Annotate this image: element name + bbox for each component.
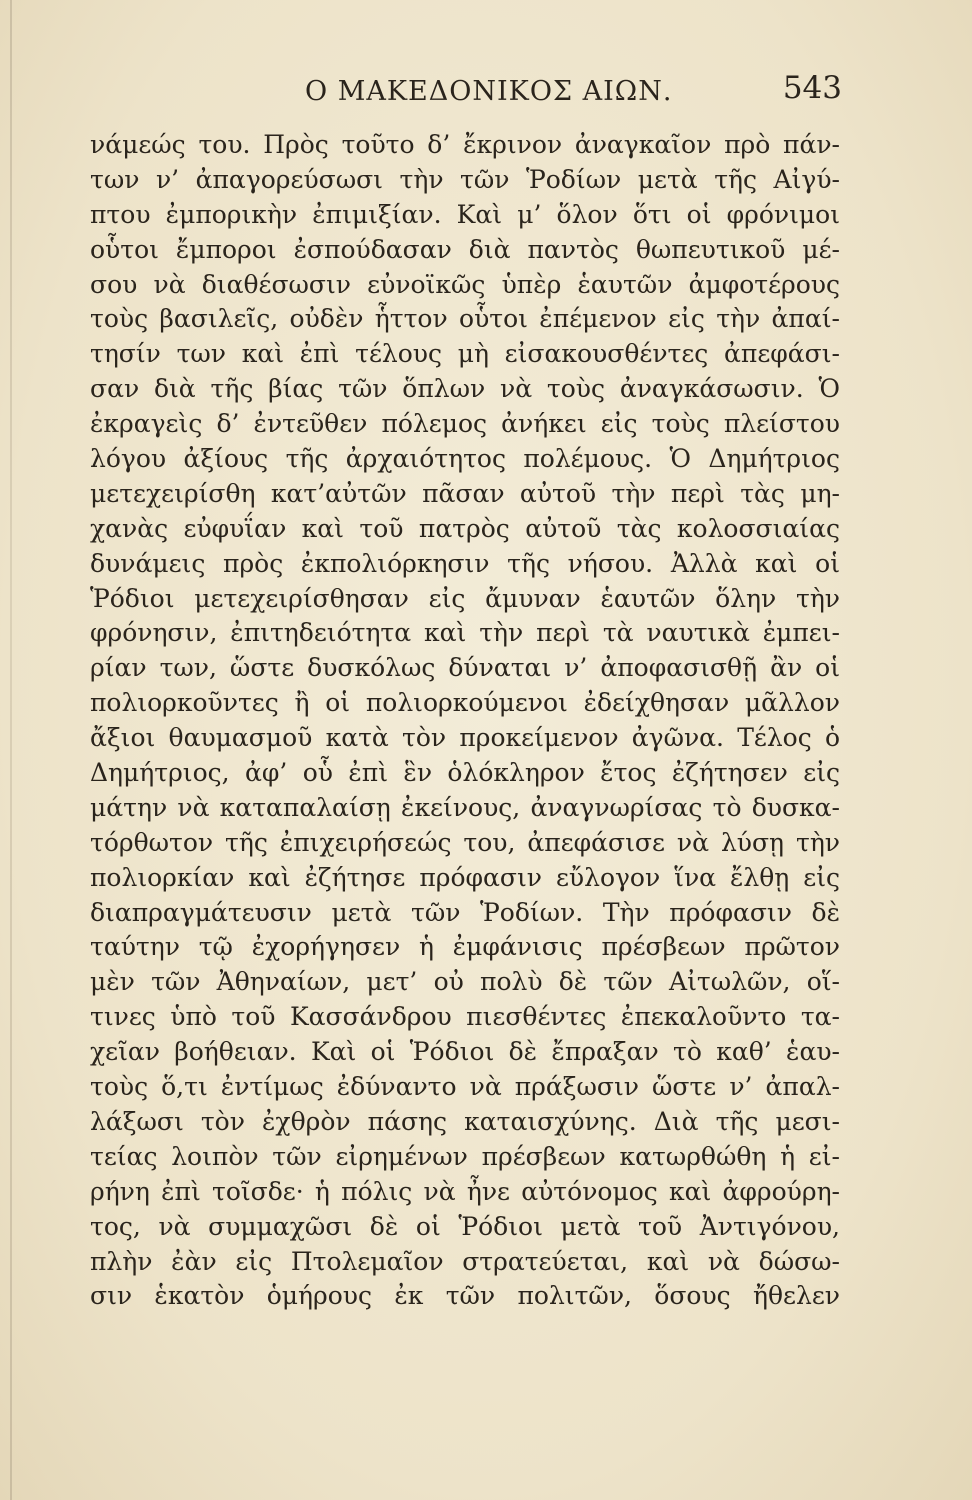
text-line: τόρθωτον τῆς ἐπιχειρήσεώς του, ἀπεφάσισε νὰ λύσῃ τὴν [90,827,840,857]
text-line: πολιορκοῦντες ἢ οἱ πολιορκούμενοι ἐδείχθησαν μᾶλλον [90,688,840,718]
text-line: ἐκραγεὶς δ’ ἐντεῦθεν πόλεμος ἀνήκει εἰς τοὺς πλείστου [90,409,840,439]
page-number: 543 [782,70,842,106]
text-line: πτου ἐμπορικὴν ἐπιμιξίαν. Καὶ μ’ ὅλον ὅτι οἱ φρόνιμοι [90,199,840,229]
text-line: δυνάμεις πρὸς ἐκπολιόρκησιν τῆς νήσου. Ἀλλὰ καὶ οἱ [90,548,840,578]
text-line: ἄξιοι θαυμασμοῦ κατὰ τὸν προκείμενον ἀγῶνα. Τέλος ὁ [90,723,840,753]
text-line: τινες ὑπὸ τοῦ Κασσάνδρου πιεσθέντες ἐπεκαλοῦντο τα- [90,1002,840,1032]
text-line: Ῥόδιοι μετεχειρίσθησαν εἰς ἄμυναν ἑαυτῶν ὅλην τὴν [90,583,840,613]
text-line: μὲν τῶν Ἀθηναίων, μετ’ οὐ πολὺ δὲ τῶν Αἰτωλῶν, οἵ- [90,967,840,997]
running-title: Ο ΜΑΚΕΔΟΝΙΚΟΣ ΑΙΩΝ. [305,76,673,107]
text-line: τοὺς βασιλεῖς, οὐδὲν ἧττον οὗτοι ἐπέμενον εἰς τὴν ἀπαί- [90,304,840,334]
text-line: νάμεώς του. Πρὸς τοῦτο δ’ ἔκρινον ἀναγκαῖον πρὸ πάν- [90,130,840,159]
text-line: λάξωσι τὸν ἐχθρὸν πάσης καταισχύνης. Διὰ τῆς μεσι- [90,1106,840,1136]
text-line: διαπραγμάτευσιν μετὰ τῶν Ῥοδίων. Τὴν πρόφασιν δὲ [90,897,840,927]
text-line: οὗτοι ἔμποροι ἐσπούδασαν διὰ παντὸς θωπευτικοῦ μέ- [90,234,840,264]
text-line: πλὴν ἐὰν εἰς Πτολεμαῖον στρατεύεται, καὶ νὰ δώσω- [90,1246,840,1276]
text-line: τείας λοιπὸν τῶν εἰρημένων πρέσβεων κατωρθώθη ἡ εἰ- [90,1141,840,1171]
text-line: σου νὰ διαθέσωσιν εὐνοϊκῶς ὑπὲρ ἑαυτῶν ἀμφοτέρους [90,269,840,299]
body-text [90,128,840,1314]
text-line: μάτην νὰ καταπαλαίσῃ ἐκείνους, ἀναγνωρίσας τὸ δυσκα- [90,792,840,822]
text-line: ταύτην τῷ ἐχορήγησεν ἡ ἐμφάνισις πρέσβεων πρῶτον [90,932,840,962]
text-line: τος, νὰ συμμαχῶσι δὲ οἱ Ῥόδιοι μετὰ τοῦ Ἀντιγόνου, [90,1211,840,1241]
text-line: σαν διὰ τῆς βίας τῶν ὅπλων νὰ τοὺς ἀναγκάσωσιν. Ὁ [90,374,840,404]
text-line: φρόνησιν, ἐπιτηδειότητα καὶ τὴν περὶ τὰ ναυτικὰ ἐμπει- [90,618,840,648]
text-line: τησίν των καὶ ἐπὶ τέλους μὴ εἰσακουσθέντες ἀπεφάσι- [90,339,840,369]
text-line: τοὺς ὅ,τι ἐντίμως ἐδύναντο νὰ πράξωσιν ὥστε ν’ ἀπαλ- [90,1072,840,1102]
text-line: των ν’ ἀπαγορεύσωσι τὴν τῶν Ῥοδίων μετὰ τῆς Αἰγύ- [90,164,840,194]
text-line: ρήνη ἐπὶ τοῖσδε· ἡ πόλις νὰ ἦνε αὐτόνομος καὶ ἀφρούρη- [90,1176,840,1206]
text-line: Δημήτριος, ἀφ’ οὗ ἐπὶ ἓν ὁλόκληρον ἔτος ἐζήτησεν εἰς [90,758,840,788]
page-header [90,70,840,114]
text-line: πολιορκίαν καὶ ἐζήτησε πρόφασιν εὔλογον ἵνα ἔλθῃ εἰς [90,862,840,892]
text-line: λόγου ἀξίους τῆς ἀρχαιότητος πολέμους. Ὁ Δημήτριος [90,444,840,474]
page-edge [10,0,12,1500]
text-line: μετεχειρίσθη κατ’αὐτῶν πᾶσαν αὐτοῦ τὴν περὶ τὰς μη- [90,478,840,508]
text-line: ρίαν των, ὥστε δυσκόλως δύναται ν’ ἀποφασισθῇ ἂν οἱ [90,653,840,683]
text-line: σιν ἑκατὸν ὁμήρους ἐκ τῶν πολιτῶν, ὅσους ἤθελεν [90,1281,840,1311]
text-line: χεῖαν βοήθειαν. Καὶ οἱ Ῥόδιοι δὲ ἔπραξαν τὸ καθ’ ἑαυ- [90,1037,840,1067]
text-line: χανὰς εὐφυΐαν καὶ τοῦ πατρὸς αὐτοῦ τὰς κολοσσιαίας [90,513,840,543]
